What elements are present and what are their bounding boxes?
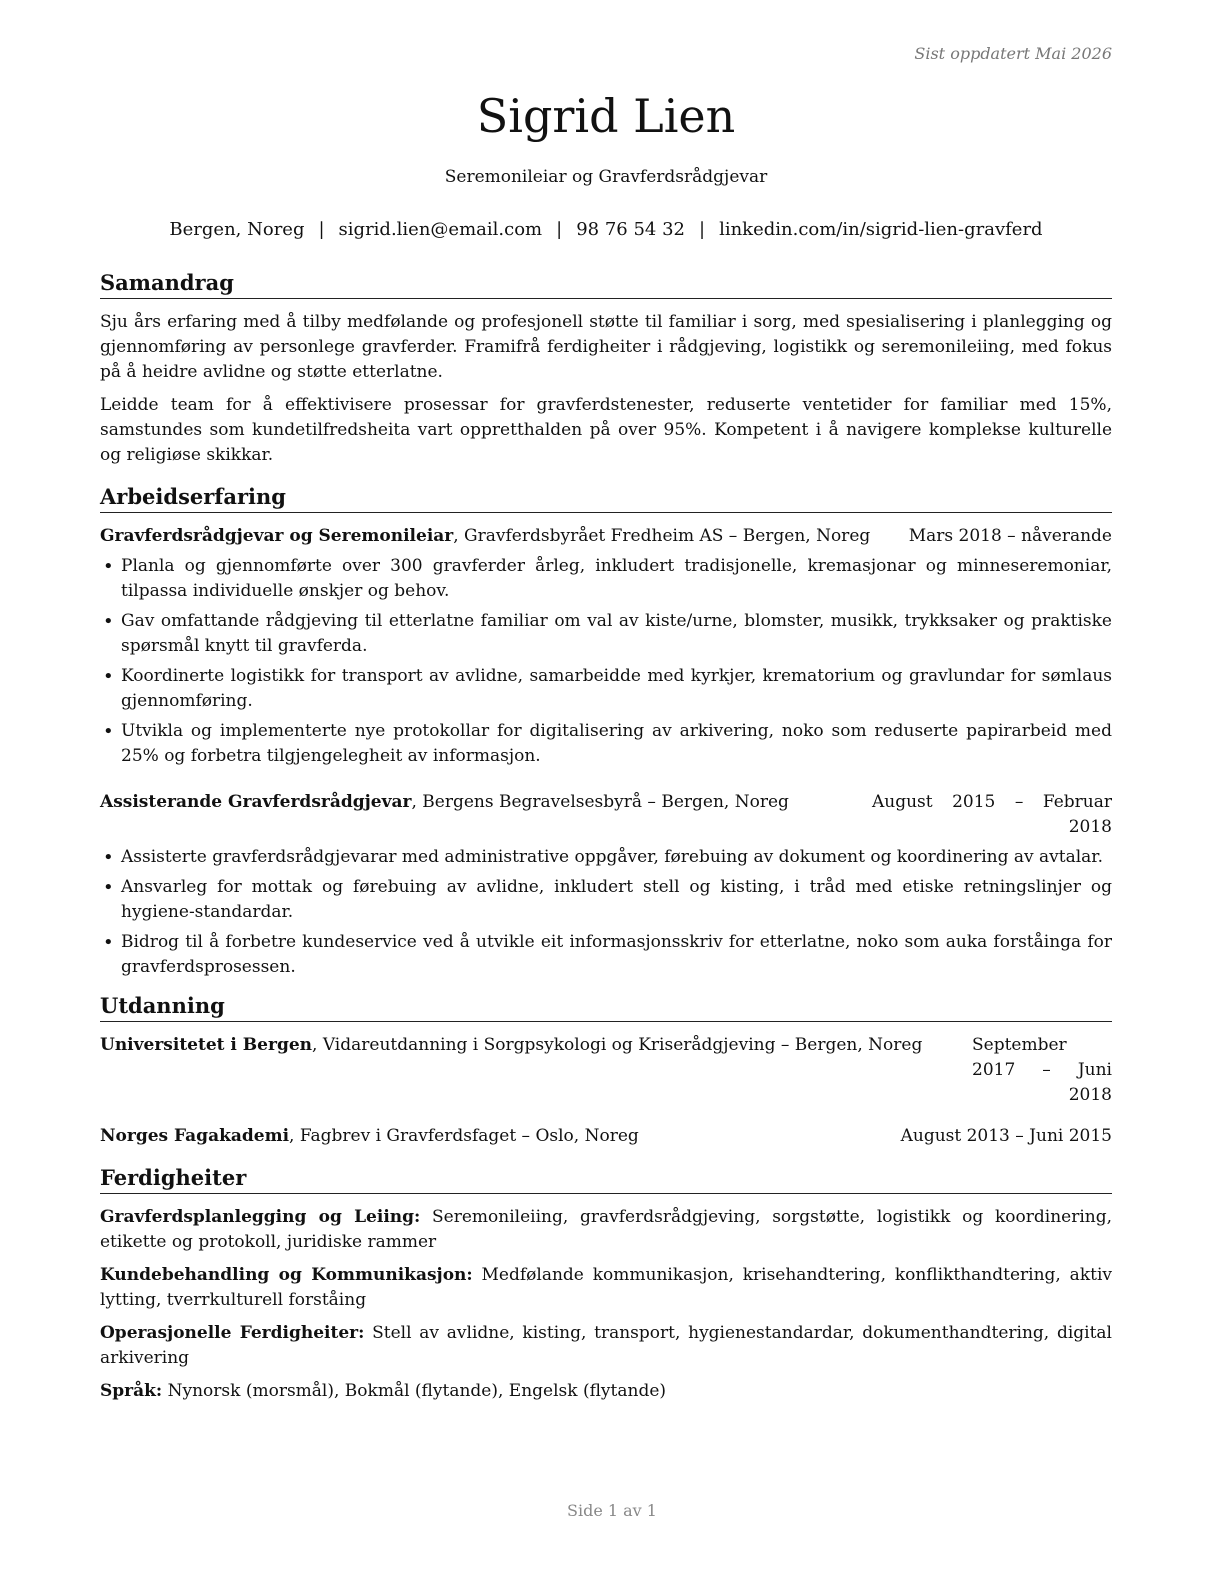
list-item: • Gav omfattande rådgjeving til etterlatne familiar om val av kiste/urne, blomster, musikk, trykksaker og praktiske spørsmål knytt til gravferda.	[100, 609, 1112, 659]
education-dates: August 2013 – Juni 2015	[900, 1126, 1112, 1146]
job-role: Assisterande Gravferdsrådgjevar	[100, 792, 412, 812]
last-updated: Sist oppdatert Mai 2026	[914, 44, 1112, 63]
job-role: Gravferdsrådgjevar og Seremonileiar	[100, 526, 454, 546]
skill-text: Stell av avlidne, kisting, transport, hygienestandardar, dokumenthandtering, digital arkivering	[100, 1323, 1112, 1368]
skill-line	[100, 1379, 1112, 1404]
contact-email[interactable]: sigrid.lien@email.com	[338, 219, 543, 240]
job-header	[100, 524, 1112, 549]
section-title-skills: Ferdigheiter	[100, 1163, 1112, 1194]
contact-separator: |	[318, 219, 325, 240]
education-detail: , Vidareutdanning i Sorgpsykologi og Kriserådgjeving – Bergen, Noreg	[312, 1035, 923, 1055]
page-number: Side 1 av 1	[567, 1501, 657, 1520]
skill-text: Nynorsk (morsmål), Bokmål (flytande), Engelsk (flytande)	[162, 1381, 667, 1401]
contact-location: Bergen, Noreg	[169, 219, 305, 240]
job-header	[100, 790, 1112, 840]
list-item: • Utvikla og implementerte nye protokollar for digitalisering av arkivering, noko som reduserte papirarbeid med 25% og forbetra tilgjengelegheit av informasjon.	[100, 719, 1112, 769]
list-item: • Ansvarleg for mottak og førebuing av avlidne, inkludert stell og kisting, i tråd med etiske retningslinjer og hygiene-standardar.	[100, 875, 1112, 925]
skill-label: Kundebehandling og Kommunikasjon:	[100, 1265, 473, 1285]
section-title-education: Utdanning	[100, 991, 1112, 1022]
education-header	[100, 1033, 1112, 1108]
skill-text: Seremonileiing, gravferdsrådgjeving, sorgstøtte, logistikk og koordinering, etikette og protokoll, juridiske rammer	[100, 1207, 1113, 1252]
job-dates: August 2015 – Februar 2018	[872, 792, 1112, 837]
job-bullets	[100, 845, 1112, 980]
job-bullets	[100, 554, 1112, 769]
summary-paragraph: Leidde team for å effektivisere prosessar for gravferdstenester, reduserte ventetider for familiar med 15%, samstundes som kundetilfredsheita vart oppretthalden på over 95%. Kompetent i å navigere komplekse kulturelle og religiøse skikkar.	[100, 395, 1112, 465]
list-item: • Koordinerte logistikk for transport av avlidne, samarbeidde med kyrkjer, krematorium og gravlundar for sømlaus gjennomføring.	[100, 664, 1112, 714]
skill-label: Språk:	[100, 1381, 163, 1401]
skill-text: Medfølande kommunikasjon, krisehandtering, konflikthandtering, aktiv lytting, tverrkulturell forståing	[100, 1265, 1112, 1310]
skill-line	[100, 1321, 1112, 1371]
skill-label: Operasjonelle Ferdigheiter:	[100, 1323, 365, 1343]
education-detail: , Fagbrev i Gravferdsfaget – Oslo, Noreg	[289, 1126, 639, 1146]
contact-separator: |	[698, 219, 706, 240]
education-school: Universitetet i Bergen	[100, 1035, 313, 1055]
skill-line	[100, 1263, 1112, 1313]
contact-separator: |	[556, 219, 563, 240]
skill-line	[100, 1205, 1112, 1255]
candidate-name: Sigrid Lien	[476, 89, 736, 143]
education-school: Norges Fagakademi	[100, 1126, 290, 1146]
education-dates: September 2017 – Juni 2018	[972, 1035, 1112, 1105]
list-item: • Planla og gjennomførte over 300 gravferder årleg, inkludert tradisjonelle, kremasjonar og minneseremoniar, tilpassa individuelle ønskjer og behov.	[100, 554, 1112, 604]
job-dates: Mars 2018 – nåverande	[908, 526, 1112, 546]
job-organization: , Gravferdsbyrået Fredheim AS – Bergen, Noreg	[453, 526, 871, 546]
list-item: • Assisterte gravferdsrådgjevarar med administrative oppgåver, førebuing av dokument og koordinering av avtalar.	[100, 845, 1112, 870]
skill-label: Gravferdsplanlegging og Leiing:	[100, 1207, 421, 1227]
summary-paragraph: Sju års erfaring med å tilby medfølande og profesjonell støtte til familiar i sorg, med spesialisering i planlegging og gjennomføring av personlege gravferder. Framifrå ferdigheiter i rådgjeving, logistikk og seremonileiing, med fokus på å heidre avlidne og støtte etterlatne.	[100, 312, 1112, 382]
resume-content	[100, 268, 1112, 1412]
education-header	[100, 1124, 1112, 1149]
contact-phone: 98 76 54 32	[576, 219, 685, 240]
contact-linkedin[interactable]: linkedin.com/in/sigrid-lien-gravferd	[719, 219, 1043, 240]
candidate-title: Seremonileiar og Gravferdsrådgjevar	[444, 167, 768, 187]
job-organization: , Bergens Begravelsesbyrå – Bergen, Noreg	[411, 792, 789, 812]
contact-line	[100, 219, 1112, 240]
section-title-summary: Samandrag	[100, 268, 1112, 299]
list-item: • Bidrog til å forbetre kundeservice ved å utvikle eit informasjonsskriv for etterlatne, noko som auka forståinga for gravferdsprosessen.	[100, 930, 1112, 980]
section-title-experience: Arbeidserfaring	[100, 482, 1112, 513]
